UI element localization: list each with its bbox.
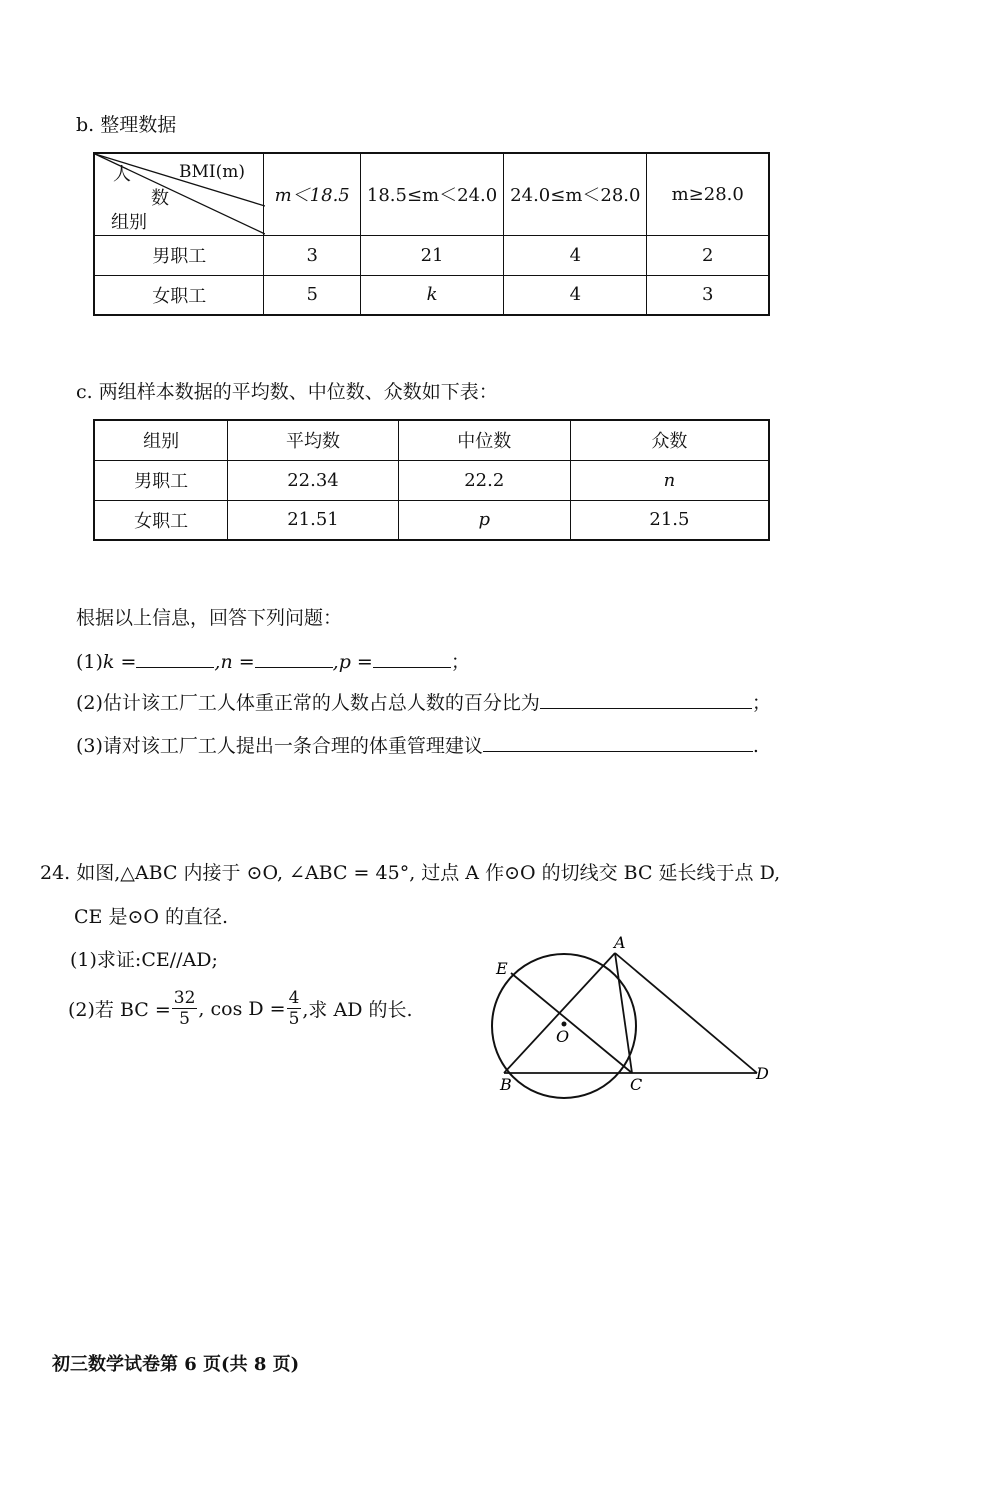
questions-intro: 根据以上信息，回答下列问题： <box>76 607 343 629</box>
cos-denominator: 5 <box>288 1009 300 1029</box>
section-b-title: b. 整理数据 <box>76 114 177 136</box>
page-footer: 初三数学试卷第 6 页(共 8 页) <box>52 1354 300 1375</box>
problem-24-part-2 <box>68 988 413 1029</box>
table-row <box>94 275 769 315</box>
header-cell: 组别 <box>94 420 228 460</box>
suggestion-answer-blank[interactable] <box>483 733 753 752</box>
mean-cell: 21.51 <box>228 500 398 540</box>
label-e: E <box>496 959 508 978</box>
mean-cell: 22.34 <box>228 460 398 500</box>
table-corner-cell <box>94 153 264 235</box>
label-c: C <box>630 1075 643 1094</box>
label-a: A <box>614 933 626 952</box>
header-cell: m≥28.0 <box>647 153 769 235</box>
header-cell: 众数 <box>570 420 769 460</box>
problem-24-line-2: CE 是⊙O 的直径. <box>74 906 229 928</box>
part2-prefix: (2)若 BC = <box>68 999 171 1021</box>
header-cell: 18.5≤m＜24.0 <box>360 153 503 235</box>
value-cell: 4 <box>504 275 647 315</box>
value-cell: 3 <box>264 235 360 275</box>
n-answer-blank[interactable] <box>255 649 333 668</box>
q1-p-label: ,p = <box>332 651 373 673</box>
corner-person-label: 人 <box>113 164 131 185</box>
q1-n-label: ,n = <box>214 651 255 673</box>
k-answer-blank[interactable] <box>136 649 214 668</box>
group-cell: 男职工 <box>94 235 264 275</box>
cos-fraction <box>287 988 302 1029</box>
group-cell: 女职工 <box>94 275 264 315</box>
corner-bmi-label: BMI(m) <box>179 162 245 182</box>
bmi-table <box>93 152 770 316</box>
median-cell: 22.2 <box>398 460 570 500</box>
bc-denominator: 5 <box>179 1009 190 1029</box>
question-1 <box>76 647 470 674</box>
q2-text: (2)估计该工厂工人体重正常的人数占总人数的百分比为 <box>76 692 540 714</box>
question-3 <box>76 731 759 758</box>
part2-mid: , cos D = <box>198 997 286 1020</box>
q1-k-label: k = <box>102 651 137 673</box>
statistics-table <box>93 419 770 541</box>
header-cell: m＜18.5 <box>264 153 360 235</box>
table-row <box>94 235 769 275</box>
problem-24-line-1: 24. 如图,△ABC 内接于 ⊙O, ∠ABC = 45°, 过点 A 作⊙O 的切线交 BC 延长线于点 D, <box>40 862 781 884</box>
value-cell: 4 <box>504 235 647 275</box>
header-cell: 24.0≤m＜28.0 <box>504 153 647 235</box>
q3-text: (3)请对该工厂工人提出一条合理的体重管理建议 <box>76 735 483 757</box>
q2-end: ； <box>751 692 771 714</box>
center-point <box>562 1022 567 1027</box>
mode-cell: 21.5 <box>570 500 769 540</box>
header-cell: 平均数 <box>228 420 398 460</box>
corner-group-label: 组别 <box>111 212 147 233</box>
part2-suffix: ,求 AD 的长. <box>302 999 413 1021</box>
value-cell: 2 <box>647 235 769 275</box>
label-o: O <box>556 1027 570 1046</box>
bc-fraction <box>172 988 198 1029</box>
median-cell: p <box>398 500 570 540</box>
corner-count-label: 数 <box>151 188 169 209</box>
table-row <box>94 460 769 500</box>
section-c-title: c. 两组样本数据的平均数、中位数、众数如下表： <box>76 381 498 403</box>
header-cell: 中位数 <box>398 420 570 460</box>
group-cell: 男职工 <box>94 460 228 500</box>
mode-cell: n <box>570 460 769 500</box>
label-d: D <box>756 1064 769 1083</box>
q1-end: ； <box>450 651 470 673</box>
bc-numerator: 32 <box>173 988 196 1008</box>
question-2 <box>76 688 771 715</box>
cos-numerator: 4 <box>288 988 300 1008</box>
value-cell: 3 <box>647 275 769 315</box>
diameter-ce <box>511 973 632 1073</box>
value-cell: 21 <box>360 235 503 275</box>
p-answer-blank[interactable] <box>373 649 451 668</box>
geometry-figure <box>480 930 780 1120</box>
percentage-answer-blank[interactable] <box>540 690 752 709</box>
label-b: B <box>500 1075 512 1094</box>
value-cell: 5 <box>264 275 360 315</box>
chord-ac <box>615 953 632 1073</box>
q3-end: . <box>752 735 759 757</box>
value-cell: k <box>360 275 503 315</box>
tangent-ad <box>615 953 757 1073</box>
problem-24-part-1: (1)求证:CE//AD; <box>70 949 218 971</box>
table-row <box>94 500 769 540</box>
group-cell: 女职工 <box>94 500 228 540</box>
q1-number: (1) <box>76 651 103 673</box>
